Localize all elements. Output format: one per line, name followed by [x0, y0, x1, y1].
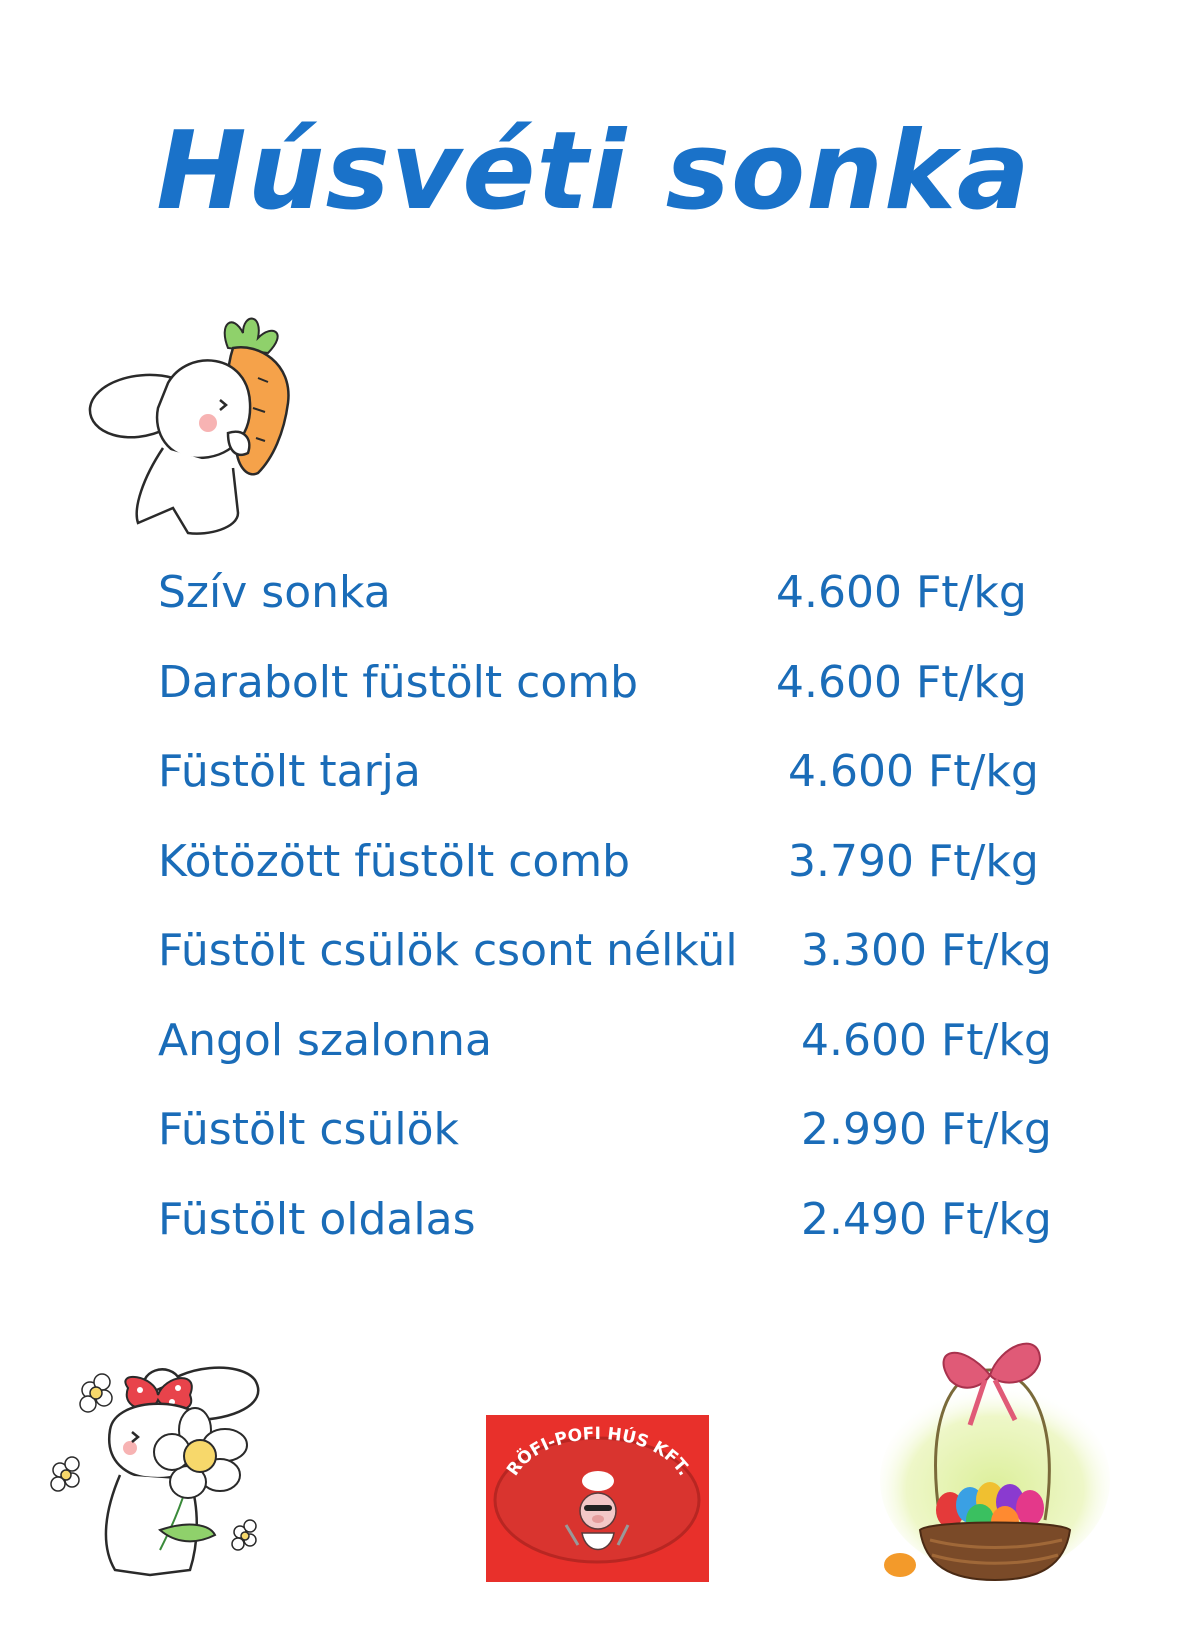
company-logo — [486, 1415, 709, 1582]
product-name: Darabolt füstölt comb — [158, 656, 639, 708]
product-price: 4.600 Ft/kg — [776, 567, 1027, 618]
product-name: Kötözött füstölt comb — [158, 835, 631, 887]
product-price: 3.790 Ft/kg — [788, 835, 1039, 887]
easter-basket-illustration — [870, 1330, 1110, 1590]
price-list — [158, 567, 1088, 1287]
product-name: Angol szalonna — [158, 1014, 492, 1066]
price-row — [158, 656, 1088, 751]
product-price: 4.600 Ft/kg — [801, 1014, 1052, 1066]
price-row — [158, 1104, 1088, 1198]
product-name: Füstölt csülök — [158, 1104, 459, 1155]
bunny-flower-illustration — [40, 1360, 280, 1590]
bunny-carrot-illustration — [88, 308, 298, 538]
product-name: Füstölt csülök csont nélkül — [158, 925, 738, 976]
price-row — [158, 567, 1088, 661]
product-price: 2.490 Ft/kg — [801, 1193, 1052, 1245]
product-price: 4.600 Ft/kg — [776, 656, 1027, 708]
logo-text: RÖFI-POFI HÚS KFT. — [503, 1424, 695, 1480]
product-name: Füstölt oldalas — [158, 1193, 476, 1245]
page-title: Húsvéti sonka — [156, 109, 1031, 234]
price-row — [158, 1014, 1088, 1109]
price-row — [158, 925, 1088, 1019]
product-price: 2.990 Ft/kg — [801, 1104, 1052, 1155]
price-row — [158, 1193, 1088, 1288]
price-row — [158, 835, 1088, 930]
logo-emblem — [486, 1415, 709, 1582]
price-row — [158, 746, 1088, 840]
product-name: Szív sonka — [158, 567, 391, 618]
product-price: 3.300 Ft/kg — [801, 925, 1052, 976]
product-price: 4.600 Ft/kg — [788, 746, 1039, 797]
product-name: Füstölt tarja — [158, 746, 421, 797]
